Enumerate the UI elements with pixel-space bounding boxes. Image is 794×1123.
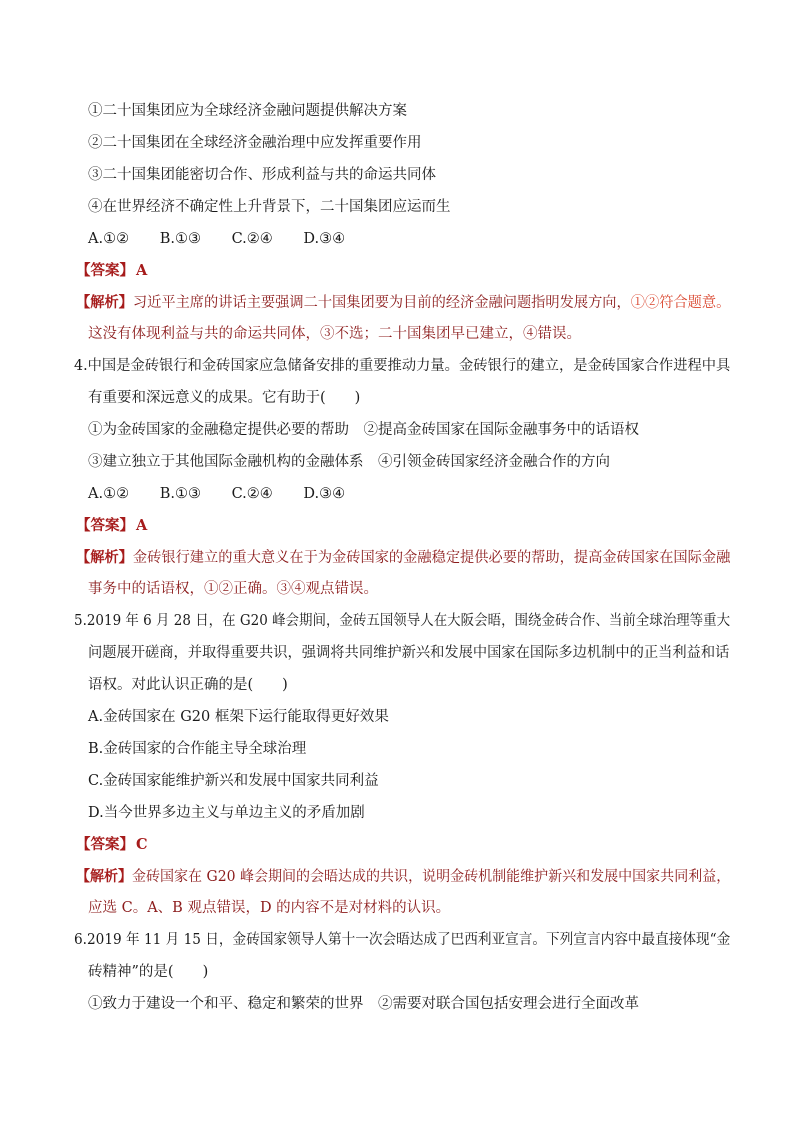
q5-answer <box>76 835 148 855</box>
q5-option-a: A.金砖国家在 G20 框架下运行能取得更好效果 <box>88 709 389 725</box>
q5-stem-line-2: 问题展开磋商，并取得重要共识，强调将共同维护新兴和发展中国家在国际多边机制中的正当利益和话 <box>88 645 730 661</box>
answer-label: 【答案】 <box>76 262 134 279</box>
q3-analysis-line-1 <box>76 293 730 313</box>
q4-items-line-2: ③建立独立于其他国际金融机构的金融体系 ④引领金砖国家经济金融合作的方向 <box>88 454 610 470</box>
q5-analysis-line-1 <box>76 867 730 887</box>
q3-item-3: ③二十国集团能密切合作、形成利益与共的命运共同体 <box>88 167 436 183</box>
answer-value: C <box>136 836 148 853</box>
q5-stem-line-1: 5.2019 年 6 月 28 日，在 G20 峰会期间，金砖五国领导人在大阪会晤，围绕金砖合作、当前全球治理等重大 <box>74 613 731 629</box>
q4-analysis-line-1 <box>76 548 730 568</box>
q4-stem-line-2: 有重要和深远意义的成果。它有助于( ) <box>88 390 361 406</box>
q4-option-c: C.②④ <box>231 486 273 502</box>
q4-items-line-1: ①为金砖国家的金融稳定提供必要的帮助 ②提高金砖国家在国际金融事务中的话语权 <box>88 422 639 438</box>
q3-item-2: ②二十国集团在全球经济金融治理中应发挥重要作用 <box>88 135 422 151</box>
q5-stem-line-3: 语权。对此认识正确的是( ) <box>88 677 288 693</box>
q3-option-c: C.②④ <box>231 231 273 247</box>
q4-option-a: A.①② <box>88 486 130 502</box>
q3-item-4: ④在世界经济不确定性上升背景下，二十国集团应运而生 <box>88 199 451 215</box>
q4-answer <box>76 516 147 536</box>
analysis-label: 【解析】 <box>76 868 133 885</box>
q3-options <box>88 229 371 249</box>
q3-option-d: D.③④ <box>303 231 346 247</box>
q3-item-1: ①二十国集团应为全球经济金融问题提供解决方案 <box>88 103 407 119</box>
q4-option-d: D.③④ <box>303 486 346 502</box>
q4-option-b: B.①③ <box>159 486 201 502</box>
analysis-text: 金砖银行建立的重大意义在于为金砖国家的金融稳定提供必要的帮助，提高金砖国家在国际金融 <box>132 550 731 566</box>
q4-options <box>88 484 371 504</box>
q4-stem-line-1: 4.中国是金砖银行和金砖国家应急储备安排的重要推动力量。金砖银行的建立，是金砖国家合作进程中具 <box>74 358 731 374</box>
q3-answer <box>76 261 147 281</box>
q6-items-line-1: ①致力于建设一个和平、稳定和繁荣的世界 ②需要对联合国包括安理会进行全面改革 <box>88 996 639 1012</box>
answer-label: 【答案】 <box>76 517 134 534</box>
q3-option-a: A.①② <box>88 231 130 247</box>
q5-analysis-line-2: 应选 C。A、B 观点错误，D 的内容不是对材料的认识。 <box>88 900 451 916</box>
q6-stem-line-2: 砖精神”的是( ) <box>88 964 209 980</box>
q5-option-c: C.金砖国家能维护新兴和发展中国家共同利益 <box>88 773 379 789</box>
q5-option-b: B.金砖国家的合作能主导全球治理 <box>88 741 307 757</box>
q6-stem-line-1: 6.2019 年 11 月 15 日，金砖国家领导人第十一次会晤达成了巴西利亚宣言。下列宣言内容中最直接体现“金 <box>74 932 731 948</box>
analysis-highlight: ①②符合题意。 <box>630 295 731 311</box>
q3-analysis-line-2: 这没有体现利益与共的命运共同体，③不选；二十国集团早已建立，④错误。 <box>88 326 581 342</box>
analysis-label: 【解析】 <box>76 294 133 311</box>
answer-label: 【答案】 <box>76 836 134 853</box>
answer-value: A <box>136 262 148 279</box>
answer-value: A <box>136 517 148 534</box>
analysis-text: 习近平主席的讲话主要强调二十国集团要为目前的经济金融问题指明发展方向， <box>132 295 631 311</box>
q4-analysis-line-2: 事务中的话语权，①②正确。③④观点错误。 <box>88 581 378 597</box>
q5-option-d: D.当今世界多边主义与单边主义的矛盾加剧 <box>88 805 365 821</box>
analysis-text: 金砖国家在 G20 峰会期间的会晤达成的共识，说明金砖机制能维护新兴和发展中国家共同利益， <box>132 869 731 885</box>
analysis-label: 【解析】 <box>76 549 133 566</box>
q3-option-b: B.①③ <box>159 231 201 247</box>
